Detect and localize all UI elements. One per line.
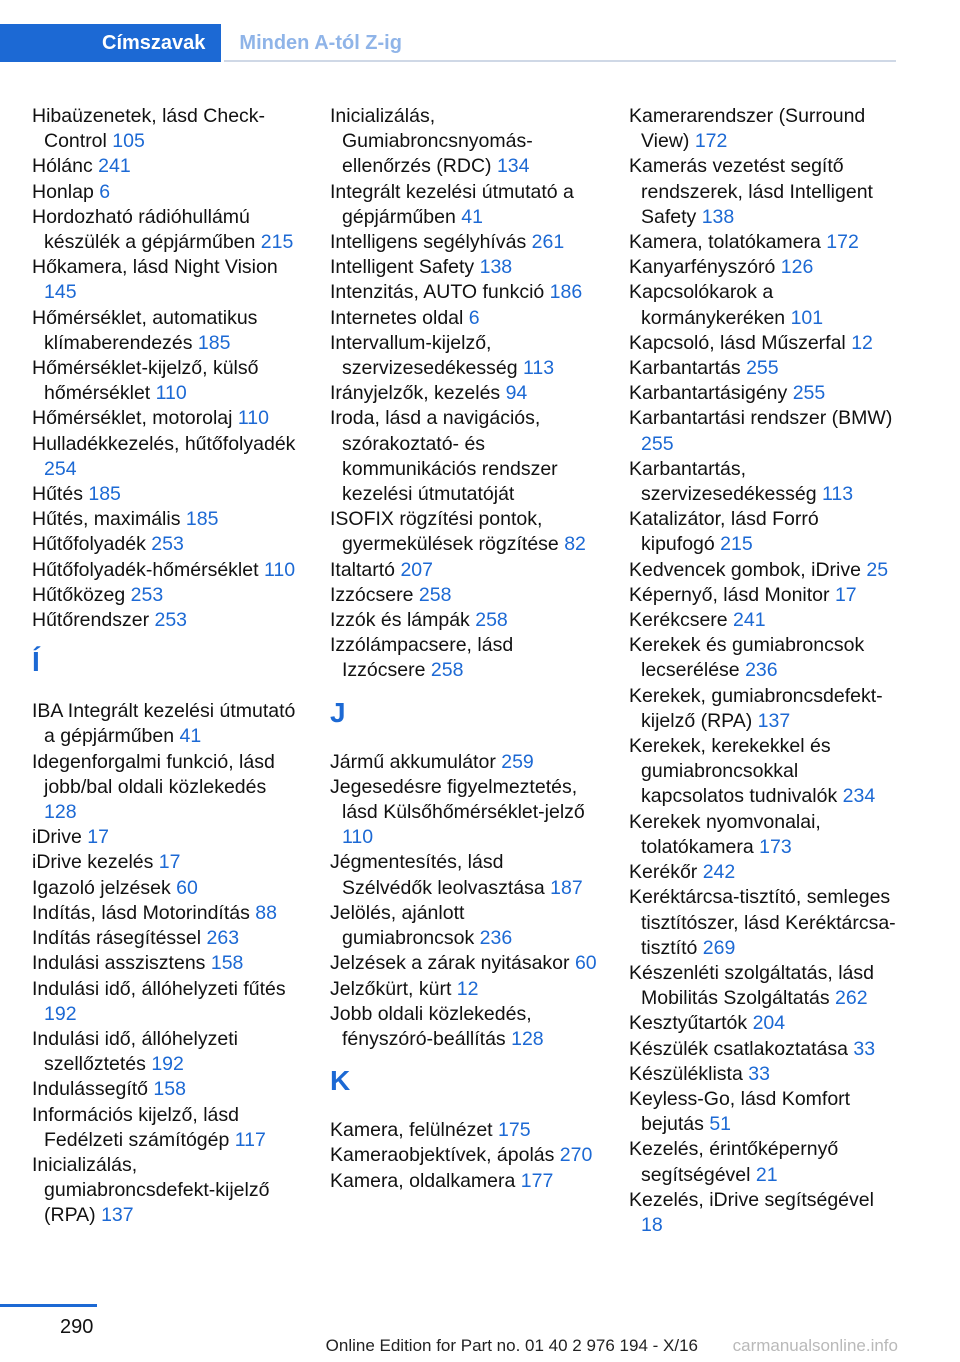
index-entry bbox=[629, 507, 897, 557]
entry-term: Keréktárcsa-tisztító, semleges tisztítószer, lásd Keréktárcsa-tisztító bbox=[629, 886, 896, 959]
page-link[interactable]: 185 bbox=[185, 508, 219, 531]
entry-term: Kedvencek gombok, iDrive bbox=[629, 558, 867, 581]
page-link[interactable]: 172 bbox=[826, 231, 859, 254]
entry-term: Indítás rásegítéssel bbox=[32, 927, 207, 950]
entry-term: Indulási idő, állóhelyzeti fűtés bbox=[32, 977, 286, 1000]
footer-rule bbox=[0, 1304, 97, 1307]
entry-term: Kerekek és gumiabroncsok lecserélése bbox=[629, 634, 865, 682]
index-entry bbox=[629, 583, 897, 608]
entry-term: Inicializálás, gumiabroncsdefekt-kijelző (RPA) bbox=[32, 1153, 270, 1227]
page-link[interactable]: 41 bbox=[179, 725, 202, 748]
index-entry bbox=[32, 432, 300, 482]
section-letter: J bbox=[330, 696, 346, 728]
page-link[interactable]: 60 bbox=[176, 876, 198, 899]
entry-term: Kerékőr bbox=[629, 861, 703, 884]
index-entry bbox=[629, 684, 897, 734]
entry-term: Jobb oldali közlekedés, fényszóró-beállítás bbox=[330, 1002, 532, 1050]
page-link[interactable]: 185 bbox=[197, 331, 231, 354]
index-column-1 bbox=[32, 104, 300, 1229]
index-column-2 bbox=[330, 104, 598, 1194]
entry-term: Intervallum-kijelző, szervizesedékesség bbox=[330, 331, 524, 380]
index-entry bbox=[32, 850, 300, 875]
entry-term: Kapcsoló, lásd Műszerfal bbox=[629, 331, 852, 354]
index-entry bbox=[629, 1062, 897, 1087]
entry-term: Izzók és lámpák bbox=[330, 609, 476, 632]
page-link[interactable]: 88 bbox=[255, 901, 277, 924]
entry-term: Jégmentesítés, lásd Szélvédők leolvasztása bbox=[330, 851, 551, 899]
entry-term: Indulássegítő bbox=[32, 1078, 154, 1101]
index-entry bbox=[330, 255, 598, 280]
index-entry bbox=[629, 1087, 897, 1137]
entry-term: Karbantartás bbox=[629, 357, 747, 380]
entry-term: Hőkamera, lásd Night Vision bbox=[32, 256, 278, 279]
entry-term: Kerekek, gumiabroncsdefekt-kijelző (RPA) bbox=[629, 684, 883, 732]
index-entry bbox=[629, 154, 897, 230]
index-entry bbox=[330, 381, 598, 406]
page-link[interactable]: 21 bbox=[755, 1163, 778, 1186]
entry-term: Hólánc bbox=[32, 155, 99, 178]
entry-term: Karbantartásigény bbox=[629, 382, 793, 405]
entry-term: Idegenforgalmi funkció, lásd jobb/bal oldali közlekedés bbox=[32, 750, 275, 798]
entry-term: Internetes oldal bbox=[330, 306, 469, 329]
index-entry bbox=[330, 608, 598, 633]
index-entry bbox=[330, 180, 598, 230]
index-entry bbox=[629, 860, 897, 885]
index-entry bbox=[32, 876, 300, 901]
index-entry bbox=[32, 926, 300, 951]
page-link[interactable]: 215 bbox=[720, 533, 753, 556]
page-link[interactable]: 126 bbox=[780, 256, 814, 279]
entry-term: Információs kijelző, lásd Fedélzeti számítógép bbox=[32, 1103, 239, 1151]
page-link[interactable]: 258 bbox=[430, 659, 464, 682]
index-entry bbox=[32, 154, 300, 179]
page-link[interactable]: 253 bbox=[151, 533, 184, 556]
page-link[interactable]: 242 bbox=[702, 861, 736, 884]
index-entry bbox=[330, 507, 598, 557]
page-link[interactable]: 185 bbox=[88, 483, 121, 506]
index-entry bbox=[32, 901, 300, 926]
index-entry bbox=[330, 104, 598, 180]
page-link[interactable]: 253 bbox=[154, 609, 188, 632]
index-entry bbox=[330, 1169, 598, 1194]
index-entry bbox=[32, 699, 300, 749]
entry-term: Kamera, felülnézet bbox=[330, 1119, 499, 1142]
page-link[interactable]: 258 bbox=[475, 609, 508, 632]
entry-term: Kezelés, érintőképernyő segítségével bbox=[629, 1138, 839, 1186]
section-letter: Í bbox=[32, 646, 40, 678]
index-entry bbox=[32, 1077, 300, 1102]
page-link[interactable]: 204 bbox=[752, 1012, 786, 1035]
page-link[interactable]: 110 bbox=[155, 382, 187, 405]
index-entry bbox=[330, 633, 598, 683]
entry-term: Honlap bbox=[32, 180, 100, 203]
index-column-3 bbox=[629, 104, 897, 1238]
page-link[interactable]: 254 bbox=[44, 457, 77, 480]
entry-term: Képernyő, lásd Monitor bbox=[629, 583, 835, 606]
entry-term: Indulási idő, állóhelyzeti szellőztetés bbox=[32, 1027, 238, 1076]
entry-term: Hibaüzenetek, lásd Check-Control bbox=[32, 105, 266, 153]
index-entry bbox=[32, 306, 300, 356]
entry-term: Karbantartás, szervizesedékesség bbox=[629, 457, 823, 506]
page-link[interactable]: 269 bbox=[702, 936, 736, 959]
page-link[interactable]: 134 bbox=[496, 155, 530, 178]
index-entry bbox=[32, 255, 300, 305]
page-link[interactable]: 138 bbox=[479, 256, 513, 279]
entry-term: Italtartó bbox=[330, 558, 401, 581]
section-letter: K bbox=[330, 1065, 351, 1097]
index-entry bbox=[629, 1037, 897, 1062]
index-entry bbox=[629, 810, 897, 860]
entry-term: Intelligens segélyhívás bbox=[330, 231, 532, 254]
entry-term: Kanyarfényszóró bbox=[629, 256, 781, 279]
page-link[interactable]: 270 bbox=[559, 1144, 593, 1167]
entry-term: Hűtés bbox=[32, 483, 89, 506]
page-link[interactable]: 261 bbox=[531, 231, 565, 254]
edition-text: Online Edition for Part no. 01 40 2 976 194 - X/16 bbox=[325, 1336, 698, 1355]
entry-term: Kerekek nyomvonalai, tolatókamera bbox=[629, 810, 821, 858]
entry-term: Kesztyűtartók bbox=[629, 1012, 753, 1035]
entry-term: Jelölés, ajánlott gumiabroncsok bbox=[330, 901, 480, 950]
entry-term: Hulladékkezelés, hűtőfolyadék bbox=[32, 432, 296, 455]
entry-term: Kameraobjektívek, ápolás bbox=[330, 1144, 560, 1167]
index-entry bbox=[629, 356, 897, 381]
entry-term: IBA Integrált kezelési útmutató a gépjárműben bbox=[32, 700, 296, 748]
page-link[interactable]: 241 bbox=[98, 155, 131, 178]
page-link[interactable]: 6 bbox=[468, 306, 480, 329]
page-link[interactable]: 101 bbox=[790, 306, 824, 329]
page-link[interactable]: 173 bbox=[759, 835, 792, 858]
header-divider bbox=[224, 60, 896, 62]
page-link[interactable]: 236 bbox=[745, 659, 778, 682]
page-link[interactable]: 17 bbox=[87, 826, 109, 849]
page-link[interactable]: 113 bbox=[822, 483, 854, 506]
index-entry bbox=[629, 961, 897, 1011]
page-link[interactable]: 262 bbox=[835, 987, 868, 1010]
page-link[interactable]: 187 bbox=[550, 876, 583, 899]
index-entry bbox=[629, 885, 897, 961]
page-link[interactable]: 263 bbox=[206, 927, 240, 950]
header-tabs bbox=[0, 24, 420, 62]
entry-term: Irányjelzők, kezelés bbox=[330, 382, 506, 405]
page-link[interactable]: 18 bbox=[641, 1213, 663, 1236]
index-entry bbox=[32, 406, 300, 431]
index-entry bbox=[32, 951, 300, 976]
page-link[interactable]: 192 bbox=[44, 1002, 77, 1025]
index-entry bbox=[330, 1002, 598, 1052]
page-link[interactable]: 33 bbox=[748, 1062, 770, 1085]
entry-term: Hőmérséklet, motorolaj bbox=[32, 407, 238, 430]
entry-term: Indulási asszisztens bbox=[32, 952, 211, 975]
entry-term: Keyless-Go, lásd Komfort bejutás bbox=[629, 1087, 851, 1136]
entry-term: Kezelés, iDrive segítségével bbox=[629, 1188, 874, 1211]
index-entry bbox=[330, 583, 598, 608]
page-link[interactable]: 255 bbox=[746, 357, 779, 380]
tab-minden-a-z[interactable]: Minden A-tól Z-ig bbox=[239, 32, 402, 54]
page-link[interactable]: 33 bbox=[853, 1037, 876, 1060]
page-link[interactable]: 128 bbox=[44, 801, 77, 824]
page-link[interactable]: 110 bbox=[263, 558, 296, 581]
index-entry bbox=[330, 280, 598, 305]
page-link[interactable]: 105 bbox=[112, 130, 145, 153]
index-entry bbox=[330, 850, 598, 900]
page-link[interactable]: 137 bbox=[101, 1204, 134, 1227]
entry-term: Izzólámpacsere, lásd Izzócsere bbox=[330, 634, 514, 682]
entry-term: Hűtőfolyadék-hőmérséklet bbox=[32, 558, 264, 581]
index-entry bbox=[330, 977, 598, 1002]
page-link[interactable]: 82 bbox=[564, 533, 586, 556]
page-link[interactable]: 12 bbox=[456, 977, 479, 1000]
index-entry bbox=[330, 750, 598, 775]
index-entry bbox=[629, 381, 897, 406]
entry-term: Kamera, tolatókamera bbox=[629, 231, 827, 254]
entry-term: Intelligent Safety bbox=[330, 256, 480, 279]
entry-term: Jelzőkürt, kürt bbox=[330, 977, 457, 1000]
index-entry bbox=[32, 583, 300, 608]
entry-term: Igazoló jelzések bbox=[32, 876, 177, 899]
page-link[interactable]: 175 bbox=[498, 1119, 531, 1142]
page-link[interactable]: 110 bbox=[342, 826, 374, 849]
index-entry bbox=[629, 104, 897, 154]
page-link[interactable]: 60 bbox=[574, 952, 597, 975]
index-entry bbox=[32, 356, 300, 406]
index-entry bbox=[330, 951, 598, 976]
index-entry bbox=[330, 306, 598, 331]
index-entry bbox=[629, 331, 897, 356]
page-link[interactable]: 41 bbox=[461, 205, 483, 228]
page-link[interactable]: 236 bbox=[479, 927, 513, 950]
page-link[interactable]: 138 bbox=[701, 205, 735, 228]
page-link[interactable]: 17 bbox=[834, 583, 857, 606]
page-link[interactable]: 117 bbox=[234, 1128, 266, 1151]
page-link[interactable]: 177 bbox=[520, 1169, 554, 1192]
page-link[interactable]: 25 bbox=[866, 558, 889, 581]
page-link[interactable]: 172 bbox=[694, 130, 728, 153]
page-link[interactable]: 241 bbox=[733, 609, 766, 632]
index-entry bbox=[629, 457, 897, 507]
index-entry bbox=[629, 1011, 897, 1036]
entry-term: Katalizátor, lásd Forró kipufogó bbox=[629, 508, 819, 556]
index-entry bbox=[330, 1118, 598, 1143]
page-link[interactable]: 234 bbox=[842, 785, 876, 808]
page-link[interactable]: 253 bbox=[130, 583, 164, 606]
index-entry bbox=[32, 180, 300, 205]
entry-term: Hordozható rádióhullámú készülék a gépjárműben bbox=[32, 205, 261, 254]
entry-term: ISOFIX rögzítési pontok, gyermekülések rögzítése bbox=[330, 508, 565, 556]
page-link[interactable]: 94 bbox=[505, 382, 528, 405]
entry-term: Integrált kezelési útmutató a gépjárműben bbox=[330, 180, 574, 228]
page-link[interactable]: 113 bbox=[523, 357, 555, 380]
page-link[interactable]: 6 bbox=[99, 180, 111, 203]
entry-term: iDrive kezelés bbox=[32, 851, 159, 874]
index-entry bbox=[330, 230, 598, 255]
page-link[interactable]: 255 bbox=[641, 432, 674, 455]
entry-term: Kamera, oldalkamera bbox=[330, 1169, 521, 1192]
entry-term: Intenzitás, AUTO funkció bbox=[330, 281, 550, 304]
entry-term: Készenléti szolgáltatás, lásd Mobilitás Szolgáltatás bbox=[629, 961, 874, 1010]
entry-term: Hőmérséklet, automatikus klímaberendezés bbox=[32, 306, 258, 354]
entry-term: Kamerás vezetést segítő rendszerek, lásd Intelligent Safety bbox=[629, 155, 873, 228]
entry-term: Jelzések a zárak nyitásakor bbox=[330, 952, 575, 975]
watermark: carmanualsonline.info bbox=[732, 1336, 898, 1355]
index-entry bbox=[330, 1143, 598, 1168]
page-link[interactable]: 137 bbox=[757, 709, 791, 732]
page-number: 290 bbox=[60, 1316, 94, 1338]
entry-term: Kerékcsere bbox=[629, 609, 734, 632]
index-entry bbox=[629, 255, 897, 280]
index-entry bbox=[32, 482, 300, 507]
index-entry bbox=[330, 775, 598, 851]
page-link[interactable]: 259 bbox=[501, 750, 534, 773]
index-entry bbox=[330, 901, 598, 951]
entry-term: Karbantartási rendszer (BMW) bbox=[629, 407, 893, 430]
index-entry bbox=[32, 104, 300, 154]
page-link[interactable]: 207 bbox=[400, 558, 433, 581]
index-entry bbox=[629, 230, 897, 255]
index-entry bbox=[32, 750, 300, 826]
tab-cimszavak[interactable]: Címszavak bbox=[0, 24, 221, 62]
index-entry bbox=[629, 633, 897, 683]
page-link[interactable]: 51 bbox=[709, 1113, 732, 1136]
entry-term: Jármű akkumulátor bbox=[330, 750, 502, 773]
entry-term: Hőmérséklet-kijelző, külső hőmérséklet bbox=[32, 357, 259, 405]
page-link[interactable]: 12 bbox=[851, 331, 873, 354]
index-entry bbox=[330, 558, 598, 583]
index-entry bbox=[32, 1027, 300, 1077]
page-link[interactable]: 215 bbox=[260, 231, 294, 254]
entry-term: Jegesedésre figyelmeztetés, lásd Külsőhőmérséklet-jelző bbox=[330, 775, 585, 824]
index-entry bbox=[32, 558, 300, 583]
index-entry bbox=[330, 331, 598, 381]
page-link[interactable]: 145 bbox=[44, 281, 77, 304]
entry-term: Hűtés, maximális bbox=[32, 508, 186, 531]
page-link[interactable]: 128 bbox=[511, 1027, 544, 1050]
entry-term: Kamerarendszer (Surround View) bbox=[629, 105, 866, 153]
entry-term: Indítás, lásd Motorindítás bbox=[32, 901, 256, 924]
page-link[interactable]: 158 bbox=[153, 1078, 186, 1101]
index-entry bbox=[32, 1103, 300, 1153]
index-entry bbox=[330, 406, 598, 507]
index-entry bbox=[629, 608, 897, 633]
entry-term: Iroda, lásd a navigációs, szórakoztató- és kommunikációs rendszer kezelési útmutatóját bbox=[330, 407, 558, 506]
index-entry bbox=[629, 280, 897, 330]
index-entry bbox=[629, 406, 897, 456]
page-link[interactable]: 110 bbox=[237, 407, 269, 430]
index-entry bbox=[32, 1153, 300, 1229]
page-link[interactable]: 17 bbox=[158, 851, 181, 874]
entry-term: Készülék csatlakoztatása bbox=[629, 1037, 854, 1060]
entry-term: Kerekek, kerekekkel és gumiabroncsokkal kapcsolatos tudnivalók bbox=[629, 735, 843, 808]
entry-term: Hűtőközeg bbox=[32, 583, 131, 606]
entry-term: iDrive bbox=[32, 826, 88, 849]
index-entry bbox=[32, 608, 300, 633]
page-link[interactable]: 192 bbox=[151, 1053, 184, 1076]
entry-term: Kapcsolókarok a kormánykeréken bbox=[629, 281, 791, 329]
index-entry bbox=[32, 825, 300, 850]
index-entry bbox=[32, 532, 300, 557]
entry-term: Hűtőfolyadék bbox=[32, 533, 152, 556]
index-entry bbox=[32, 507, 300, 532]
index-entry bbox=[629, 734, 897, 810]
index-entry bbox=[629, 1188, 897, 1238]
index-entry bbox=[629, 558, 897, 583]
index-entry bbox=[32, 205, 300, 255]
entry-term: Hűtőrendszer bbox=[32, 609, 155, 632]
page-link[interactable]: 258 bbox=[418, 583, 452, 606]
index-entry bbox=[629, 1137, 897, 1187]
page-link[interactable]: 186 bbox=[549, 281, 583, 304]
entry-term: Inicializálás, Gumiabroncsnyomás-ellenőrzés (RDC) bbox=[330, 105, 533, 178]
index-entry bbox=[32, 977, 300, 1027]
entry-term: Készüléklista bbox=[629, 1062, 749, 1085]
entry-term: Izzócsere bbox=[330, 583, 419, 606]
page-link[interactable]: 255 bbox=[792, 382, 826, 405]
page-link[interactable]: 158 bbox=[210, 952, 244, 975]
